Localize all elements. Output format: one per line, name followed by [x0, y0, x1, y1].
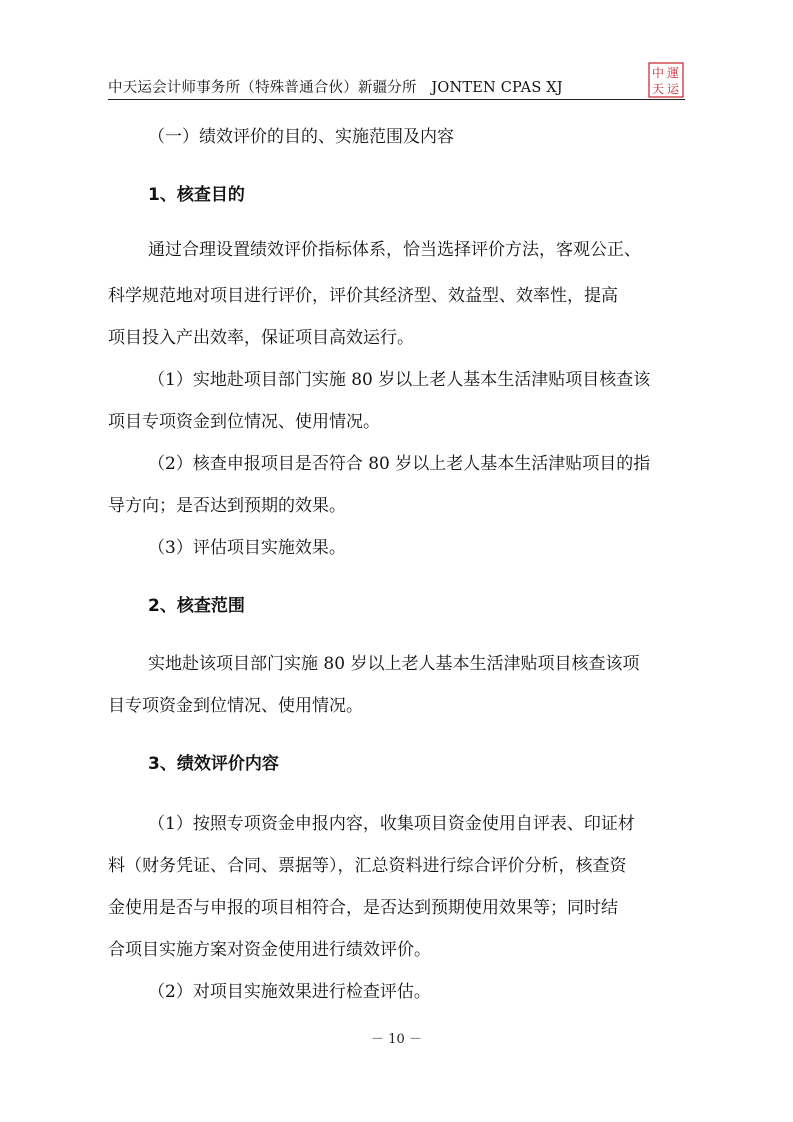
paragraph-line: 科学规范地对项目进行评价，评价其经济型、效益型、效率性，提高 [108, 286, 618, 306]
list-item-1-cont: 金使用是否与申报的项目相符合，是否达到预期使用效果等；同时结 [108, 898, 618, 918]
list-item-1: （1）按照专项资金申报内容，收集项目资金使用自评表、印证材 [148, 814, 635, 834]
list-item-2-cont: 导方向；是否达到预期的效果。 [108, 496, 346, 516]
logo-char-yun-traditional: 運 [667, 66, 680, 80]
list-item-1: （1）实地赴项目部门实施 80 岁以上老人基本生活津贴项目核查该 [148, 370, 651, 390]
heading-check-scope: 2、核查范围 [148, 596, 245, 616]
list-item-3: （3）评估项目实施效果。 [148, 538, 346, 558]
paragraph-line: 通过合理设置绩效评价指标体系，恰当选择评价方法，客观公正、 [148, 240, 641, 260]
list-item-1-cont: 料（财务凭证、合同、票据等），汇总资料进行综合评价分析，核查资 [108, 856, 627, 876]
header-divider [108, 99, 685, 100]
list-item-1-cont: 项目专项资金到位情况、使用情况。 [108, 412, 380, 432]
page-number: － 10 － [371, 1032, 422, 1047]
logo-char-zhong: 中 [652, 66, 665, 80]
heading-evaluation-content: 3、绩效评价内容 [148, 754, 279, 774]
list-item-1-cont: 合项目实施方案对资金使用进行绩效评价。 [108, 940, 431, 960]
logo-char-yun: 运 [667, 82, 680, 96]
heading-check-purpose: 1、核查目的 [148, 185, 245, 205]
paragraph-line: 目专项资金到位情况、使用情况。 [108, 696, 363, 716]
firm-logo [648, 62, 684, 98]
paragraph-line: 实地赴该项目部门实施 80 岁以上老人基本生活津贴项目核查该项 [148, 654, 640, 674]
logo-char-tian: 天 [652, 82, 665, 96]
paragraph-line: 项目投入产出效率，保证项目高效运行。 [108, 328, 414, 348]
list-item-2: （2）核查申报项目是否符合 80 岁以上老人基本生活津贴项目的指 [148, 454, 651, 474]
section-title: （一）绩效评价的目的、实施范围及内容 [148, 127, 454, 147]
list-item-2: （2）对项目实施效果进行检查评估。 [148, 982, 431, 1002]
header-firm-name: 中天运会计师事务所（特殊普通合伙）新疆分所 JONTEN CPAS XJ [108, 80, 563, 96]
